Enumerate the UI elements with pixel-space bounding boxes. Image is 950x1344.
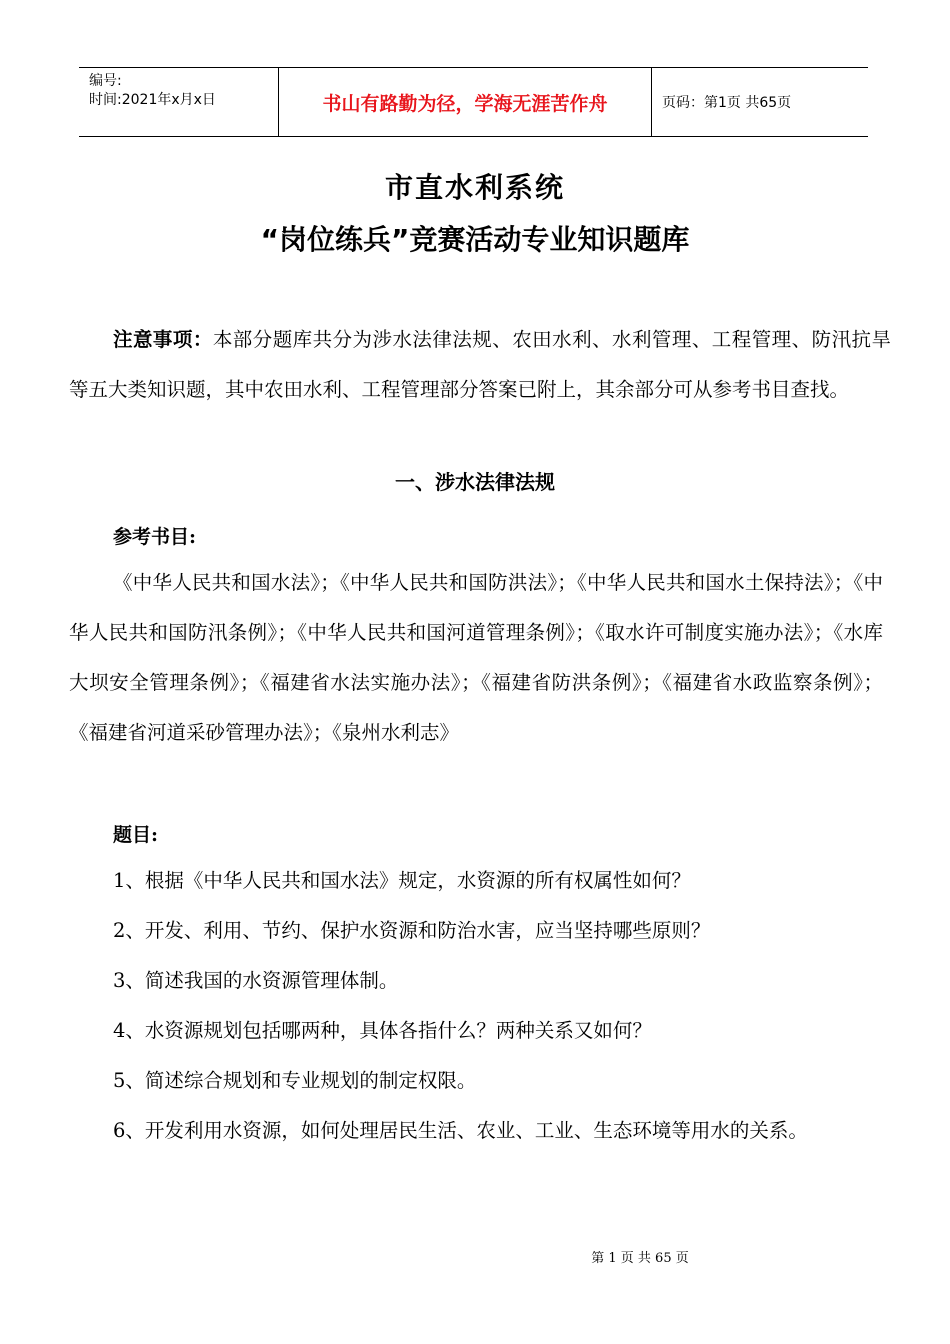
question-item: 2、开发、利用、节约、保护水资源和防治水害，应当坚持哪些原则？	[113, 919, 711, 942]
document-time: 时间:2021年x月x日	[89, 92, 216, 108]
question-item: 4、水资源规划包括哪两种，具体各指什么？两种关系又如何？	[113, 1019, 652, 1042]
document-title-line2: “岗位练兵”竞赛活动专业知识题库	[260, 223, 690, 256]
question-item: 5、简述综合规划和专业规划的制定权限。	[113, 1069, 477, 1092]
document-title-line1: 市直水利系统	[384, 171, 565, 204]
references-label: 参考书目:	[113, 526, 197, 548]
notice-text: 本部分题库共分为涉水法律法规、农田水利、水利管理、工程管理、防汛抗旱等五大类知识题，其中农田水利、工程管理部分答案已附上，其余部分可从参考书目查找。	[69, 328, 891, 401]
header-page-info: 页码：第1页 共65页	[662, 95, 792, 111]
question-item: 1、根据《中华人民共和国水法》规定，水资源的所有权属性如何？	[113, 869, 691, 892]
header-motto: 书山有路勤为径，学海无涯苦作舟	[279, 68, 652, 136]
questions-label: 题目:	[113, 824, 159, 846]
section-heading: 一、涉水法律法规	[395, 470, 555, 494]
footer-page-number: 第 1 页 共 65 页	[591, 1251, 689, 1266]
header-meta	[79, 68, 279, 136]
document-number-label: 编号:	[89, 73, 122, 89]
notice-paragraph	[69, 315, 891, 415]
page-header	[79, 67, 868, 137]
page-footer	[0, 1247, 950, 1266]
question-item: 3、简述我国的水资源管理体制。	[113, 969, 399, 992]
references-text: 《中华人民共和国水法》；《中华人民共和国防洪法》；《中华人民共和国水土保持法》；《中华人民共和国防汛条例》；《中华人民共和国河道管理条例》；《取水许可制度实施办法》；《水库大坝安全管理条例》；《福建省水法实施办法》；《福建省防洪条例》；《福建省水政监察条例》；《福建省河道采砂管理办法》；《泉州水利志》	[69, 571, 883, 744]
question-item: 6、开发利用水资源，如何处理居民生活、农业、工业、生态环境等用水的关系。	[113, 1119, 808, 1142]
notice-label: 注意事项：	[113, 328, 213, 351]
questions-list	[69, 856, 883, 1156]
